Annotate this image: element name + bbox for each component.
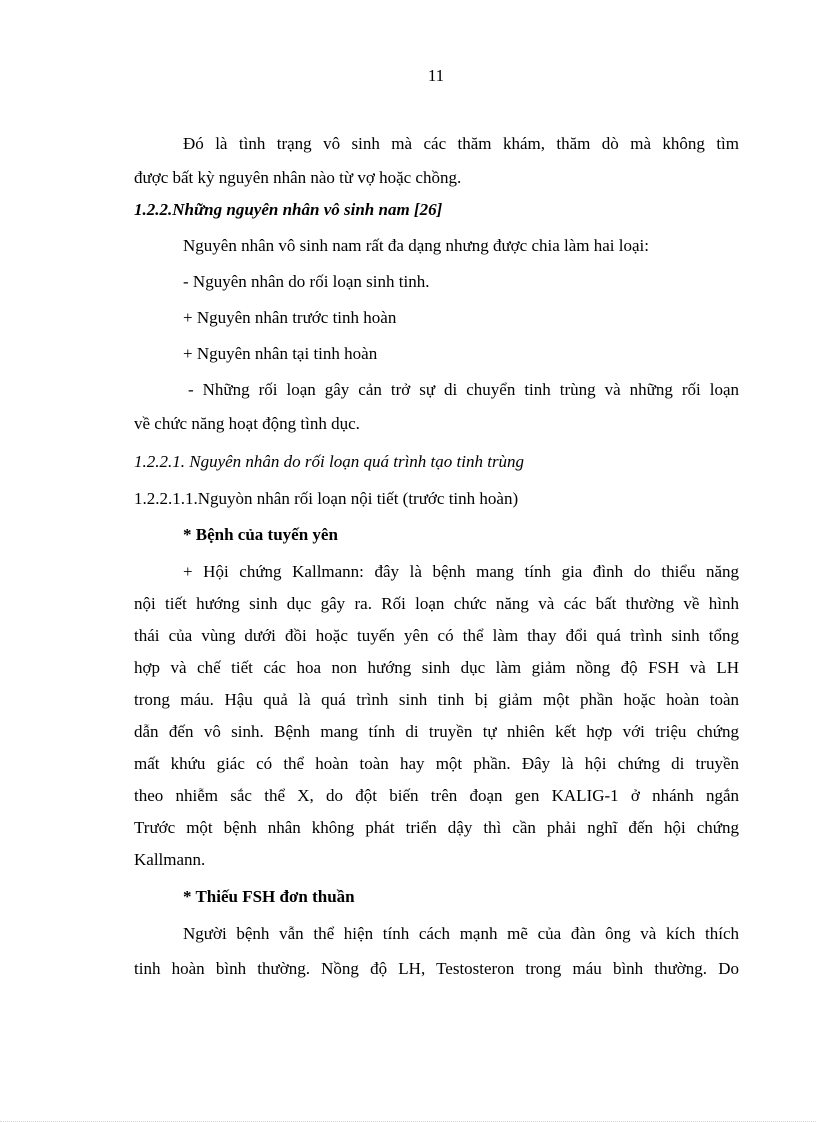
paragraph-kallmann-line-5: trong máu. Hậu quả là quá trình sinh tinh bị giảm một phần hoặc hoàn toàn (134, 690, 739, 709)
paragraph-kallmann-line-8: theo nhiễm sắc thể X, do đột biến trên đoạn gen KALIG-1 ở nhánh ngắn (134, 786, 739, 805)
page-number: 11 (427, 66, 445, 85)
subsubsection-heading-1-2-2-1-1: 1.2.2.1.1.Nguyòn nhân rối loạn nội tiết (trước tinh hoàn) (134, 489, 519, 508)
bold-heading-fsh-deficiency: * Thiếu FSH đơn thuần (183, 887, 355, 906)
body-line-3: Nguyên nhân vô sinh nam rất đa dạng nhưng được chia làm hai loại: (183, 236, 649, 255)
section-heading-1-2-2: 1.2.2.Những nguyên nhân vô sinh nam [26] (134, 200, 443, 219)
list-item-plus-1: + Nguyên nhân trước tinh hoàn (183, 308, 397, 327)
paragraph-kallmann-line-4: hợp và chế tiết các hoa non hướng sinh dục làm giảm nồng độ FSH và LH (134, 658, 739, 677)
subsection-heading-1-2-2-1: 1.2.2.1. Nguyên nhân do rối loạn quá trình tạo tinh trùng (134, 452, 525, 471)
paragraph-kallmann-line-10: Kallmann. (134, 850, 206, 869)
list-item-dash-2: - Những rối loạn gây cản trở sự di chuyển tinh trùng và những rối loạn (188, 380, 739, 399)
body-line-1: Đó là tình trạng vô sinh mà các thăm khám, thăm dò mà không tìm (183, 134, 739, 153)
paragraph-kallmann-line-2: nội tiết hướng sinh dục gây ra. Rối loạn chức năng và các bất thường về hình (134, 594, 739, 613)
paragraph-kallmann-line-7: mất khứu giác có thể hoàn toàn hay một phần. Đây là hội chứng di truyền (134, 754, 739, 773)
list-item-dash-1: - Nguyên nhân do rối loạn sinh tinh. (183, 272, 430, 291)
paragraph-kallmann-line-1: + Hội chứng Kallmann: đây là bệnh mang tính gia đình do thiểu năng (183, 562, 739, 581)
page-bottom-border (0, 1121, 816, 1122)
list-item-dash-2-cont: về chức năng hoạt động tình dục. (134, 414, 360, 433)
body-line-2: được bất kỳ nguyên nhân nào từ vợ hoặc chồng. (134, 168, 462, 187)
paragraph-fsh-line-1: Người bệnh vẫn thể hiện tính cách mạnh mẽ của đàn ông và kích thích (183, 924, 739, 943)
paragraph-fsh-line-2: tinh hoàn bình thường. Nồng độ LH, Testosteron trong máu bình thường. Do (134, 959, 739, 978)
paragraph-kallmann-line-9: Trước một bệnh nhân không phát triển dậy thì cần phải nghĩ đến hội chứng (134, 818, 739, 837)
paragraph-kallmann-line-6: dẫn đến vô sinh. Bệnh mang tính di truyền tự nhiên kết hợp với triệu chứng (134, 722, 739, 741)
list-item-plus-2: + Nguyên nhân tại tinh hoàn (183, 344, 378, 363)
bold-heading-pituitary: * Bệnh của tuyến yên (183, 525, 338, 544)
paragraph-kallmann-line-3: thái của vùng dưới đồi hoặc tuyến yên có thể làm thay đổi quá trình sinh tổng (134, 626, 739, 645)
